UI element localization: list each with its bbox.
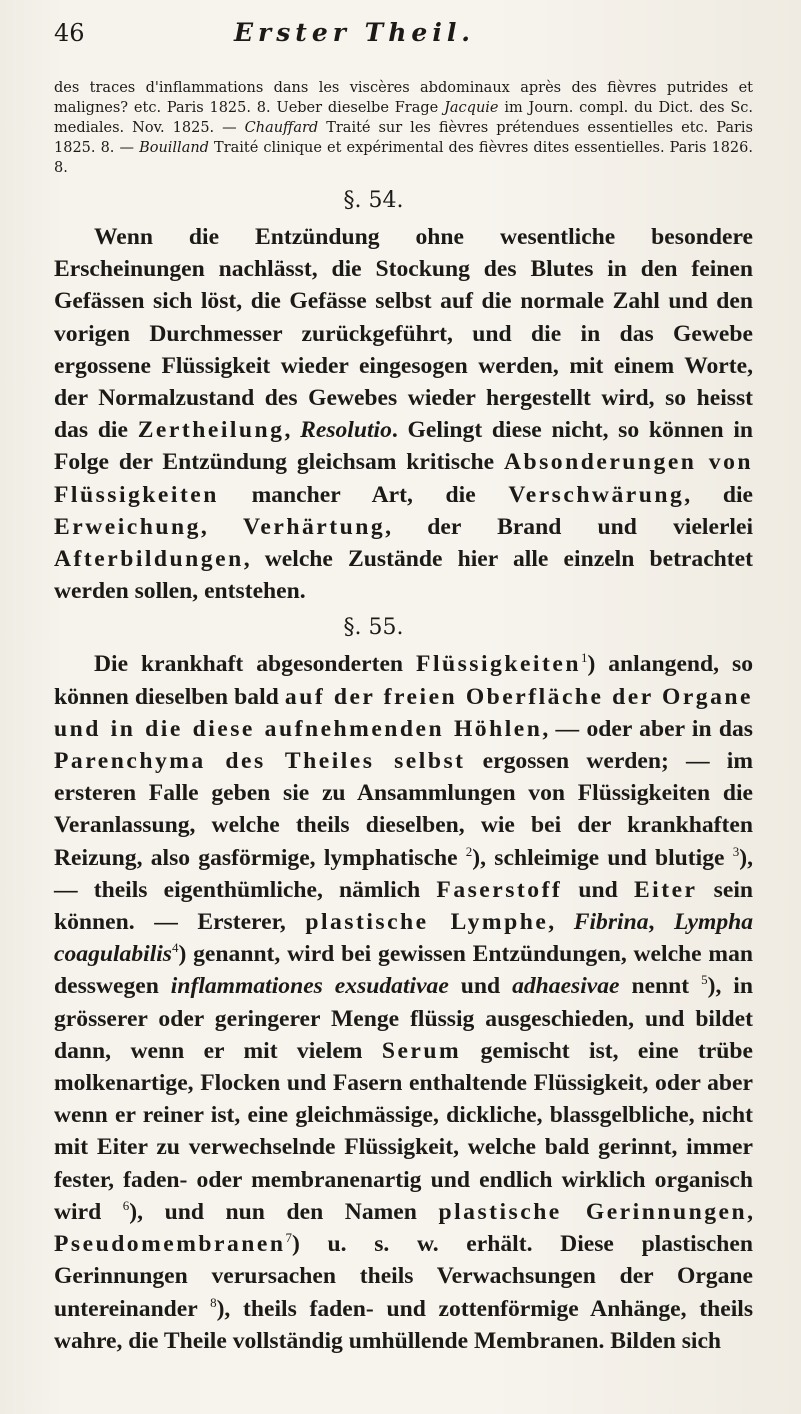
- term: Eiter: [633, 876, 698, 903]
- latin-term: Lympha coagulabilis: [54, 909, 754, 968]
- term: Verschwärung: [508, 481, 685, 508]
- latin-term: Resolutio: [300, 417, 392, 444]
- term: Afterbildungen: [54, 546, 244, 573]
- term: Zertheilung: [137, 417, 285, 444]
- text-run: mancher Art, die: [218, 481, 509, 508]
- footnote-ref: 3: [732, 843, 740, 859]
- running-head: [54, 18, 753, 70]
- text-run: , der: [385, 513, 498, 540]
- running-title: Erster Theil.: [234, 18, 476, 47]
- text-run: ergossen werden; — im ersteren Falle geben sie zu Ansammlungen von Flüssigkeiten die Veranlassung, welche theils dieselben, wie bei der krankhaften Reizung, also gasförmige, lymphatische: [54, 748, 754, 871]
- section-54-paragraph: [54, 221, 753, 607]
- text-run: nennt: [619, 973, 702, 1000]
- text-run: ), schleimige und blutige: [472, 844, 733, 871]
- term: Absonderungen von Flüssigkeiten: [54, 449, 754, 508]
- latin-term: Fibrina: [573, 909, 649, 936]
- footnote-continuation: [54, 78, 753, 178]
- author-name: Bouilland: [139, 140, 209, 156]
- term: Serum: [381, 1037, 462, 1064]
- footnote-ref: 7: [285, 1230, 292, 1246]
- footnote-ref: 8: [210, 1294, 217, 1310]
- text-run: ) genannt, wird bei gewissen Entzündungen, welche man desswegen: [54, 941, 753, 1000]
- note-text: im Journ. compl. du Dict. des Sc. mediales. Nov. 1825. —: [54, 100, 754, 136]
- text-run: ,: [284, 417, 301, 444]
- author-name: Jacquie: [444, 100, 499, 116]
- text-run: ,: [548, 909, 574, 936]
- note-text: Traité clinique et expérimental des fièvres dites essentielles. Paris 1826. 8.: [54, 140, 753, 176]
- note-text: Traité sur les fièvres prétendues essentielles etc. Paris 1825. 8. —: [54, 120, 753, 156]
- section-heading-55: §. 55.: [343, 615, 404, 641]
- text-run: ,: [747, 1198, 753, 1225]
- text-run: und vielerlei: [561, 513, 753, 540]
- term: Parenchyma des Theiles selbst: [54, 748, 466, 775]
- text-run: Die krankhaft abgesonderten: [94, 651, 417, 678]
- text-run: , welche Zustände hier alle einzeln betrachtet werden sollen, entstehen.: [54, 546, 753, 605]
- text-run: gemischt ist, eine trübe molkenartige, Flocken und Fasern enthaltende Flüssigkeit, oder aber wenn er reiner ist, eine gleichmässige, dickliche, blassgelbliche, nicht mit Eiter zu verwechselnde Flüssigkeit, welche bald gerinnt, immer fester, faden- oder membranenartig und endlich wirklich organisch wird: [54, 1037, 753, 1225]
- text-run: und: [562, 876, 634, 903]
- text-run: ), — theils eigenthümliche, nämlich: [54, 844, 753, 903]
- text-run: , — oder aber in das: [542, 715, 753, 742]
- text-run: sein können. — Ersterer,: [54, 876, 753, 936]
- term: plastische Gerinnungen: [438, 1198, 748, 1225]
- footnote-ref: 1: [580, 650, 588, 666]
- text-run: ,: [648, 909, 674, 936]
- section-heading-54: §. 54.: [343, 188, 404, 213]
- text-run: ,: [200, 513, 244, 540]
- footnote-ref: 6: [122, 1197, 130, 1213]
- author-name: Chauffard: [244, 120, 319, 136]
- footnote-ref: 2: [465, 843, 473, 859]
- text-run: ) anlangend, so können dieselben bald: [54, 651, 753, 710]
- section-55-paragraph: [54, 648, 753, 1356]
- text-run: ), in grösserer oder geringerer Menge flüssig ausgeschieden, und bildet dann, wenn er mit vielem: [54, 973, 753, 1064]
- latin-term: adhaesivae: [512, 973, 620, 1000]
- text-run: , die: [684, 481, 754, 508]
- term: Pseudomembranen: [54, 1231, 286, 1258]
- footnote-ref: 4: [171, 940, 179, 956]
- term: Erweichung: [54, 513, 201, 540]
- footnote-ref: 5: [701, 972, 708, 988]
- latin-term: inflammationes exsudativae: [170, 973, 449, 1000]
- term: Faserstoff: [436, 876, 563, 903]
- text-run: Wenn die Entzündung ohne wesentliche besondere Erscheinungen nachlässt, die Stockung des Blutes in den feinen Gefässen sich löst, die Gefässe selbst auf die normale Zahl und den vorigen Durchmesser zurückgeführt, und die in das Gewebe ergossene Flüssigkeit wieder eingesogen werden, mit einem Worte, der Normalzustand des Gewebes wieder hergestellt wird, so heisst das die: [54, 224, 753, 444]
- text-run: ), und nun den Namen: [129, 1198, 439, 1225]
- page-number: 46: [54, 19, 85, 47]
- term: Verhärtung: [243, 513, 386, 540]
- term: Brand: [497, 513, 562, 540]
- term: plastische Lymphe: [305, 909, 549, 936]
- text-run: ) u. s. w. erhält. Diese plastischen Gerinnungen verursachen theils Verwachsungen der Organe untereinander: [54, 1231, 753, 1322]
- text-run: und: [448, 973, 513, 1000]
- text-run: . Gelingt diese nicht, so können in Folge der Entzündung gleichsam kritische: [54, 417, 754, 476]
- term: auf der freien Oberfläche der Organe und in die diese aufnehmenden Höhlen: [54, 683, 753, 742]
- term: Flüssigkeiten: [416, 651, 581, 678]
- note-text: des traces d'inflammations dans les viscères abdominaux après des fièvres putrides et malignes? etc. Paris 1825. 8. Ueber dieselbe Frage: [54, 80, 753, 116]
- text-run: ), theils faden- und zottenförmige Anhänge, theils wahre, die Theile vollständig umhüllende Membranen. Bilden sich: [54, 1295, 753, 1354]
